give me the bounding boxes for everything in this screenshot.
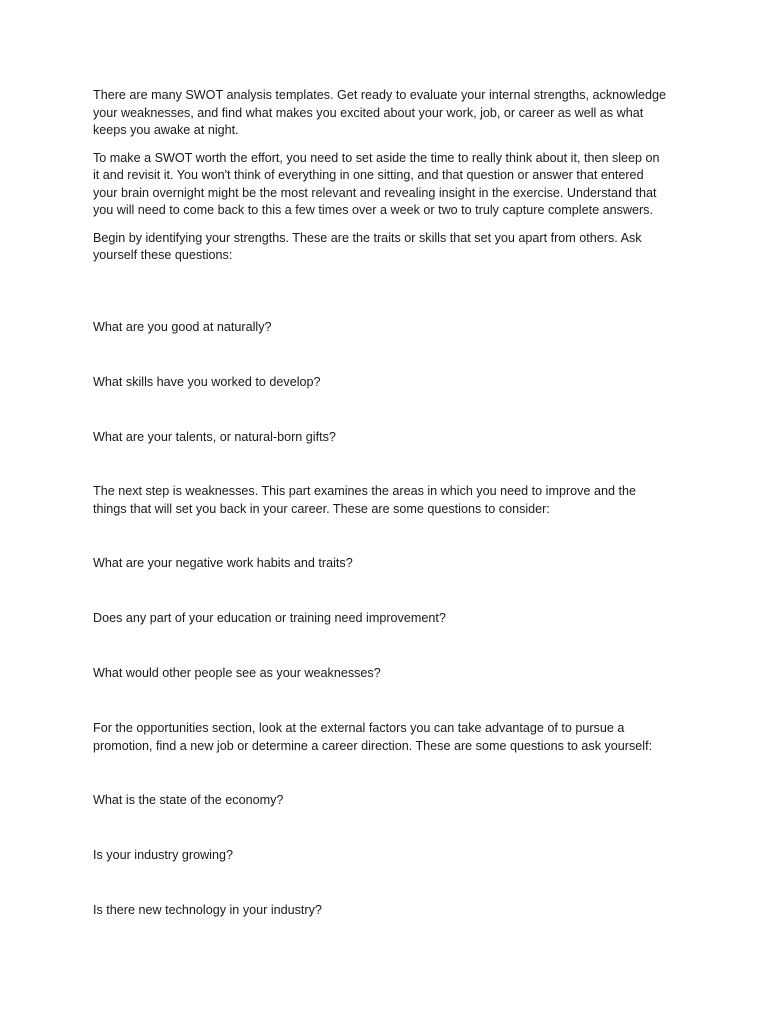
- weaknesses-question-3: What would other people see as your weaknesses?: [93, 666, 381, 680]
- weaknesses-intro: The next step is weaknesses. This part examines the areas in which you need to improve and the things that will set you back in your career. These are some questions to consider:: [93, 484, 636, 516]
- strengths-intro: Begin by identifying your strengths. These are the traits or skills that set you apart from others. Ask yourself these questions:: [93, 230, 642, 262]
- opportunities-question-3: Is there new technology in your industry?: [93, 903, 322, 917]
- strengths-question-2: What skills have you worked to develop?: [93, 375, 321, 389]
- weaknesses-question-2: Does any part of your education or training need improvement?: [93, 611, 446, 625]
- opportunities-question-2: Is your industry growing?: [93, 848, 233, 862]
- intro-paragraph-1: There are many SWOT analysis templates. Get ready to evaluate your internal strengths, acknowledge your weaknesses, and find what makes you excited about your work, job, or career as well as what keeps you awake at night.: [93, 88, 667, 137]
- document-page: [93, 87, 693, 275]
- weaknesses-question-1: What are your negative work habits and traits?: [93, 556, 353, 570]
- opportunities-intro: For the opportunities section, look at the external factors you can take advantage of to pursue a promotion, find a new job or determine a career direction. These are some questions to ask yourself:: [93, 721, 653, 753]
- strengths-question-1: What are you good at naturally?: [93, 320, 272, 334]
- intro-paragraph-2: To make a SWOT worth the effort, you need to set aside the time to really think about it, then sleep on it and revisit it. You won't think of everything in one sitting, and that question or answer that entered your brain overnight might be the most relevant and revealing insight in the exercise. Understand that you will need to come back to this a few times over a week or two to truly capture complete answers.: [93, 150, 660, 217]
- opportunities-question-1: What is the state of the economy?: [93, 793, 284, 807]
- strengths-question-3: What are your talents, or natural-born gifts?: [93, 430, 336, 444]
